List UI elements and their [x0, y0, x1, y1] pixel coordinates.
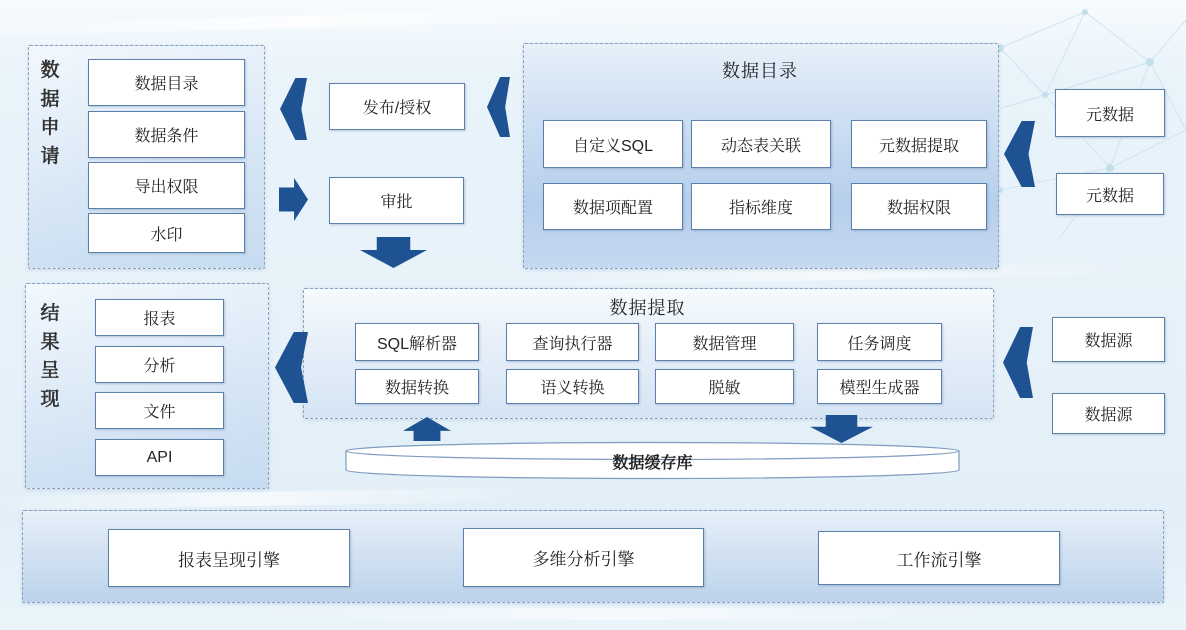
data-extract-item: 数据管理	[655, 323, 794, 361]
data-cache-cylinder	[345, 441, 960, 481]
data-apply-item: 数据目录	[88, 59, 245, 106]
engine-box: 工作流引擎	[818, 531, 1060, 585]
arrow-up-icon	[403, 417, 451, 441]
engine-box: 多维分析引擎	[463, 528, 704, 587]
background-streak	[0, 8, 600, 36]
arrow-down-icon	[360, 237, 427, 268]
data-extract-item: 模型生成器	[817, 369, 942, 404]
datasource-box: 数据源	[1052, 317, 1165, 362]
arrow-left-icon	[1003, 327, 1033, 398]
results-item: 报表	[95, 299, 224, 336]
arrow-down-icon	[810, 415, 873, 443]
arrow-left-icon	[1004, 121, 1035, 187]
data-catalog-item: 元数据提取	[851, 120, 987, 168]
data-apply-item: 数据条件	[88, 111, 245, 158]
data-extract-item: SQL解析器	[355, 323, 479, 361]
results-label: 结果呈现	[40, 303, 60, 410]
data-apply-item: 水印	[88, 213, 245, 253]
data-catalog-item: 指标维度	[691, 183, 831, 230]
data-catalog-item: 数据权限	[851, 183, 987, 230]
approve-box: 审批	[329, 177, 464, 224]
results-item: 文件	[95, 392, 224, 429]
results-item: API	[95, 439, 224, 476]
data-apply-item: 导出权限	[88, 162, 245, 209]
data-catalog-item: 数据项配置	[543, 183, 683, 230]
arrow-left-icon	[275, 332, 308, 403]
data-extract-item: 任务调度	[817, 323, 942, 361]
arrow-left-icon	[487, 77, 510, 137]
arrow-left-icon	[280, 78, 307, 140]
background-streak	[240, 608, 1000, 620]
data-apply-label: 数据申请	[40, 60, 60, 167]
arrow-right-icon	[279, 178, 308, 221]
results-item: 分析	[95, 346, 224, 383]
data-catalog-title: 数据目录	[722, 61, 798, 81]
data-catalog-item: 动态表关联	[691, 120, 831, 168]
data-cache-label: 数据缓存库	[612, 455, 693, 472]
datasource-box: 数据源	[1052, 393, 1165, 434]
data-extract-title: 数据提取	[609, 298, 686, 318]
metadata-box: 元数据	[1055, 89, 1165, 137]
publish-authorize-box: 发布/授权	[329, 83, 465, 130]
data-extract-item: 脱敏	[655, 369, 794, 404]
data-extract-item: 语义转换	[506, 369, 639, 404]
data-catalog-item: 自定义SQL	[543, 120, 683, 168]
metadata-box: 元数据	[1056, 173, 1164, 215]
data-extract-item: 查询执行器	[506, 323, 639, 361]
background-streak	[0, 487, 530, 511]
data-extract-item: 数据转换	[355, 369, 479, 404]
engine-box: 报表呈现引擎	[108, 529, 350, 587]
